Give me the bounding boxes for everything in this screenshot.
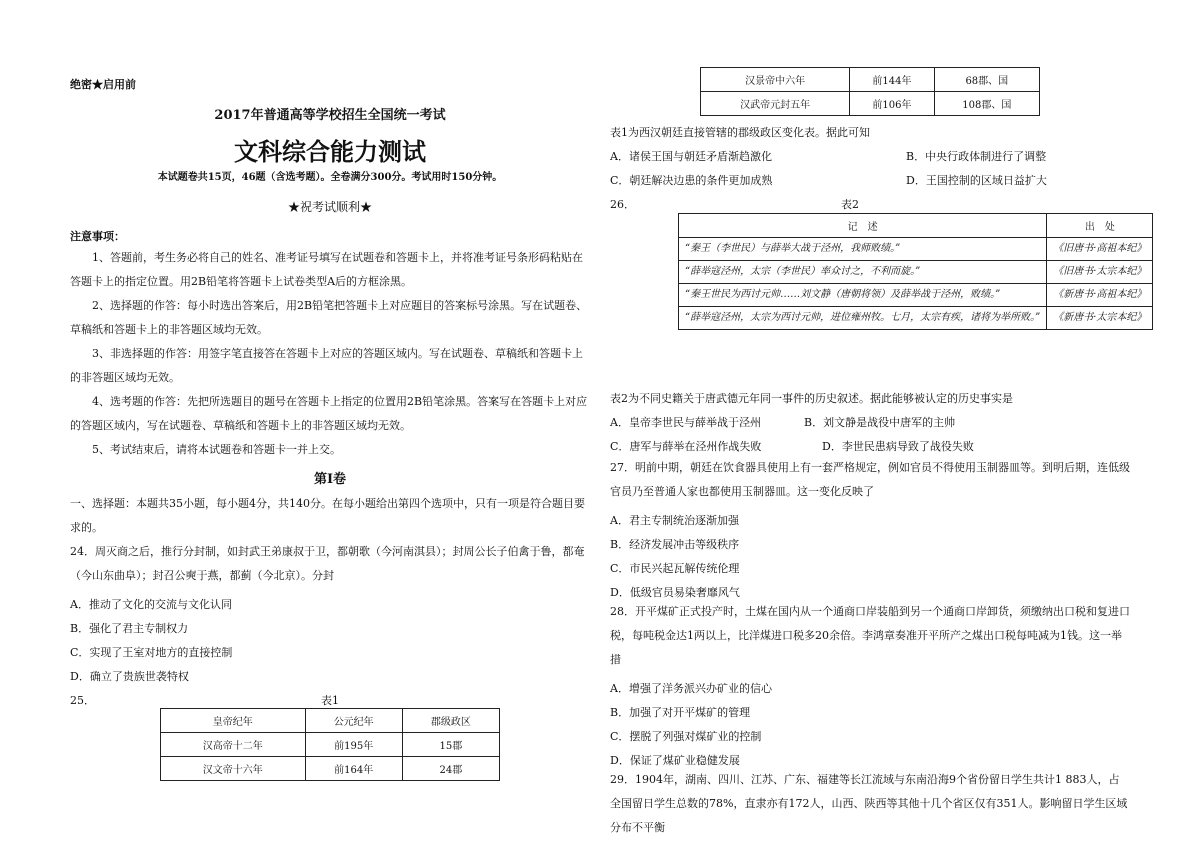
table2-cell: “薛举寇泾州，太宗（李世民）率众讨之，不利而旋。” xyxy=(679,261,1047,284)
q28-option-c: C．摆脱了列强对煤矿业的控制 xyxy=(610,730,762,743)
part-title: 第Ⅰ卷 xyxy=(313,472,347,487)
table2-header-row xyxy=(679,214,1153,238)
table2 xyxy=(678,213,1153,330)
q28-option-b: B．加强了对开平煤矿的管理 xyxy=(610,706,751,719)
table1-cell: 前106年 xyxy=(850,92,934,116)
table1-cell: 前195年 xyxy=(305,733,402,757)
q28-stem: 28．开平煤矿正式投产时，土煤在国内从一个通商口岸装船到另一个通商口岸卸货，须缴纳出口税和复进口税，每吨税金达1两以上，比洋煤进口税多20余倍。李鸿章奏准开平所产之煤出口税每吨减为1钱。这一举措 xyxy=(610,605,1130,666)
table1-cell: 68郡、国 xyxy=(934,68,1039,92)
table1-cell: 汉文帝十六年 xyxy=(161,757,306,781)
q24-option-a: A．推动了文化的交流与文化认同 xyxy=(70,598,232,611)
q29-stem: 29．1904年，湖南、四川、江苏、广东、福建等长江流域与东南沿海9个省份留日学生共计1 883人，占全国留日学生总数的78%，直隶亦有172人，山西、陕西等其他十几个省区仅有351人。影响留日学生区域分布不平衡 xyxy=(610,773,1128,834)
q26-option-d: D．李世民患病导致了战役失败 xyxy=(822,440,974,453)
table1-row xyxy=(701,68,1040,92)
q25-option-a: A．诸侯王国与朝廷矛盾渐趋激化 xyxy=(610,150,772,163)
q28-option-a: A．增强了洋务派兴办矿业的信心 xyxy=(610,682,772,695)
table1-cell: 前144年 xyxy=(850,68,934,92)
table1-header: 郡级政区 xyxy=(402,709,499,733)
exam-intro: 本试题卷共15页，46题（含选考题）。全卷满分300分。考试用时150分钟。 xyxy=(157,172,503,183)
table2-cell: 《新唐书·高祖本纪》 xyxy=(1047,284,1153,307)
notice-1: 1、答题前，考生务必将自己的姓名、准考证号填写在试题卷和答题卡上，并将准考证号条形码粘贴在答题卡上的指定位置。用2B铅笔将答题卡上试卷类型A后的方框涂黑。 xyxy=(70,251,583,288)
table1-cell: 前164年 xyxy=(305,757,402,781)
table2-cell: 《旧唐书·太宗本纪》 xyxy=(1047,261,1153,284)
q24-option-c: C．实现了王室对地方的直接控制 xyxy=(70,646,233,659)
table2-header: 出 处 xyxy=(1047,214,1153,238)
q28-option-d: D．保证了煤矿业稳健发展 xyxy=(610,754,740,767)
notice-title: 注意事项： xyxy=(70,230,125,243)
q27-option-b: B．经济发展冲击等级秩序 xyxy=(610,538,740,551)
table2-row xyxy=(679,284,1153,307)
table2-cell: “秦王（李世民）与薛举大战于泾州，我师败绩。” xyxy=(679,238,1047,261)
table1-cell: 汉高帝十二年 xyxy=(161,733,306,757)
secret-label: 绝密★启用前 xyxy=(70,78,136,91)
wish-text: ★祝考试顺利★ xyxy=(287,200,372,214)
notice-5: 5、考试结束后，请将本试题卷和答题卡一并上交。 xyxy=(92,443,341,456)
table1-cell: 108郡、国 xyxy=(934,92,1039,116)
section-intro: 一、选择题：本题共35小题，每小题4分，共140分。在每小题给出第四个选项中，只有一项是符合题目要求的。 xyxy=(70,497,585,534)
subject-title: 文科综合能力测试 xyxy=(234,137,426,166)
q25-stem: 表1为西汉朝廷直接管辖的郡级政区变化表。据此可知 xyxy=(610,126,870,139)
notice-3: 3、非选择题的作答：用签字笔直接答在答题卡上对应的答题区域内。写在试题卷、草稿纸和答题卡上的非答题区域均无效。 xyxy=(70,347,583,384)
table1-row xyxy=(701,92,1040,116)
q24-stem: 24．周灭商之后，推行分封制，如封武王弟康叔于卫，都朝歌（今河南淇县）；封周公长子伯禽于鲁，都奄（今山东曲阜）；封召公奭于燕，都蓟（今北京）。分封 xyxy=(70,545,585,582)
q26-option-c: C．唐军与薛举在泾州作战失败 xyxy=(610,440,762,453)
table1-header: 皇帝纪年 xyxy=(161,709,306,733)
table1-cell: 24郡 xyxy=(402,757,499,781)
table1-row xyxy=(161,757,500,781)
q27-option-d: D．低级官员易染奢靡风气 xyxy=(610,586,740,599)
table2-cell: 《新唐书·太宗本纪》 xyxy=(1047,307,1153,330)
table1-cell: 汉武帝元封五年 xyxy=(701,92,850,116)
q25-number: 25． xyxy=(70,694,95,707)
notice-4: 4、选考题的作答：先把所选题目的题号在答题卡上指定的位置用2B铅笔涂黑。答案写在答题卡上对应的答题区域内，写在试题卷、草稿纸和答题卡上的非答题区域均无效。 xyxy=(70,395,588,432)
table1-cell: 汉景帝中六年 xyxy=(701,68,850,92)
q25-option-c: C．朝廷解决边患的条件更加成熟 xyxy=(610,174,773,187)
notice-2: 2、选择题的作答：每小时选出答案后，用2B铅笔把答题卡上对应题目的答案标号涂黑。写在试题卷、草稿纸和答题卡上的非答题区域均无效。 xyxy=(70,299,588,336)
q24-option-d: D．确立了贵族世袭特权 xyxy=(70,670,189,683)
table1-header: 公元纪年 xyxy=(305,709,402,733)
q26-number: 26． xyxy=(610,198,635,211)
q27-option-c: C．市民兴起瓦解传统伦理 xyxy=(610,562,740,575)
q25-option-d: D．王国控制的区域日益扩大 xyxy=(906,174,1047,187)
table1 xyxy=(160,708,500,781)
q26-option-a: A．皇帝李世民与薛举战于泾州 xyxy=(610,416,761,429)
q27-option-a: A．君主专制统治逐渐加强 xyxy=(610,514,739,527)
exam-title: 2017年普通高等学校招生全国统一考试 xyxy=(214,108,446,123)
table2-row xyxy=(679,261,1153,284)
q25-option-b: B．中央行政体制进行了调整 xyxy=(906,150,1047,163)
table1-header-row xyxy=(161,709,500,733)
table2-header: 记 述 xyxy=(679,214,1047,238)
table1-caption: 表1 xyxy=(321,694,339,707)
q26-option-b: B．刘文静是战役中唐军的主帅 xyxy=(804,416,956,429)
table1-cell: 15郡 xyxy=(402,733,499,757)
table2-row xyxy=(679,307,1153,330)
table2-cell: “薛举寇泾州，太宗为西讨元帅，进位雍州牧。七月，太宗有疾，诸将为举所败。” xyxy=(679,307,1047,330)
table2-cell: “秦王世民为西讨元帅……刘文静（唐朝将领）及薛举战于泾州，败绩。” xyxy=(679,284,1047,307)
q26-stem: 表2为不同史籍关于唐武德元年同一事件的历史叙述。据此能够被认定的历史事实是 xyxy=(610,392,1013,405)
table1-row xyxy=(161,733,500,757)
q24-option-b: B．强化了君主专制权力 xyxy=(70,622,189,635)
table2-cell: 《旧唐书·高祖本纪》 xyxy=(1047,238,1153,261)
table1-continued xyxy=(700,67,1040,116)
table2-caption: 表2 xyxy=(841,198,859,211)
q27-stem: 27．明前中期，朝廷在饮食器具使用上有一套严格规定，例如官员不得使用玉制器皿等。到明后期，连低级官员乃至普通人家也都使用玉制器皿。这一变化反映了 xyxy=(610,461,1130,498)
table2-row xyxy=(679,238,1153,261)
